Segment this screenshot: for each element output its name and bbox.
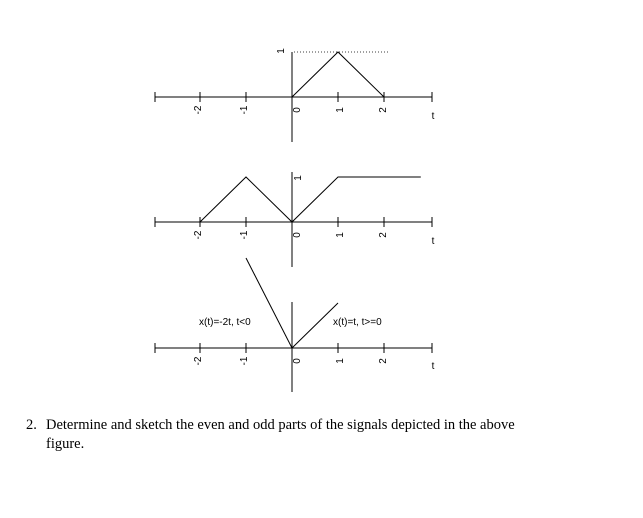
plot-1-signal-line bbox=[292, 52, 384, 97]
plot-1 bbox=[155, 48, 435, 142]
plot-3-tick-label: -2 bbox=[193, 356, 204, 366]
plot-1-tick-label: 2 bbox=[378, 107, 389, 113]
plot-2-t-label: t bbox=[431, 236, 435, 247]
plot-1-tick-label: -1 bbox=[239, 105, 250, 115]
plot-3-tick-label: 0 bbox=[292, 358, 303, 364]
problem-text-line-1: Determine and sketch the even and odd parts of the signals depicted in the above bbox=[46, 417, 515, 433]
plot-1-tick-label: -2 bbox=[193, 105, 204, 115]
plot-2-tick-label: -1 bbox=[239, 230, 250, 240]
plot-3-left-formula: x(t)=-2t, t<0 bbox=[199, 317, 251, 328]
plot-1-y-tick-label: 1 bbox=[276, 48, 287, 54]
plot-3-signal-segment bbox=[246, 258, 292, 348]
plot-3-signal-segment bbox=[292, 303, 338, 348]
plot-3-tick-label: -1 bbox=[239, 356, 250, 366]
plot-2-tick-label: -2 bbox=[193, 230, 204, 240]
plot-2-tick-label: 1 bbox=[335, 232, 346, 238]
plot-2 bbox=[155, 172, 435, 267]
plot-3-t-label: t bbox=[431, 361, 435, 372]
plot-3-tick-label: 2 bbox=[378, 358, 389, 364]
plot-1-t-label: t bbox=[431, 111, 435, 122]
problem-number: 2. bbox=[26, 417, 37, 433]
plot-2-signal-line bbox=[200, 177, 421, 222]
plot-2-y-tick-label: 1 bbox=[293, 175, 304, 181]
problem-text-line-2: figure. bbox=[46, 436, 85, 452]
plot-3-tick-label: 1 bbox=[335, 358, 346, 364]
plot-1-tick-label: 0 bbox=[292, 107, 303, 113]
problem-statement bbox=[26, 416, 586, 454]
plot-1-tick-label: 1 bbox=[335, 107, 346, 113]
plot-2-tick-label: 0 bbox=[292, 232, 303, 238]
plot-3-right-formula: x(t)=t, t>=0 bbox=[333, 317, 382, 328]
plot-3 bbox=[155, 258, 435, 392]
plot-2-tick-label: 2 bbox=[378, 232, 389, 238]
